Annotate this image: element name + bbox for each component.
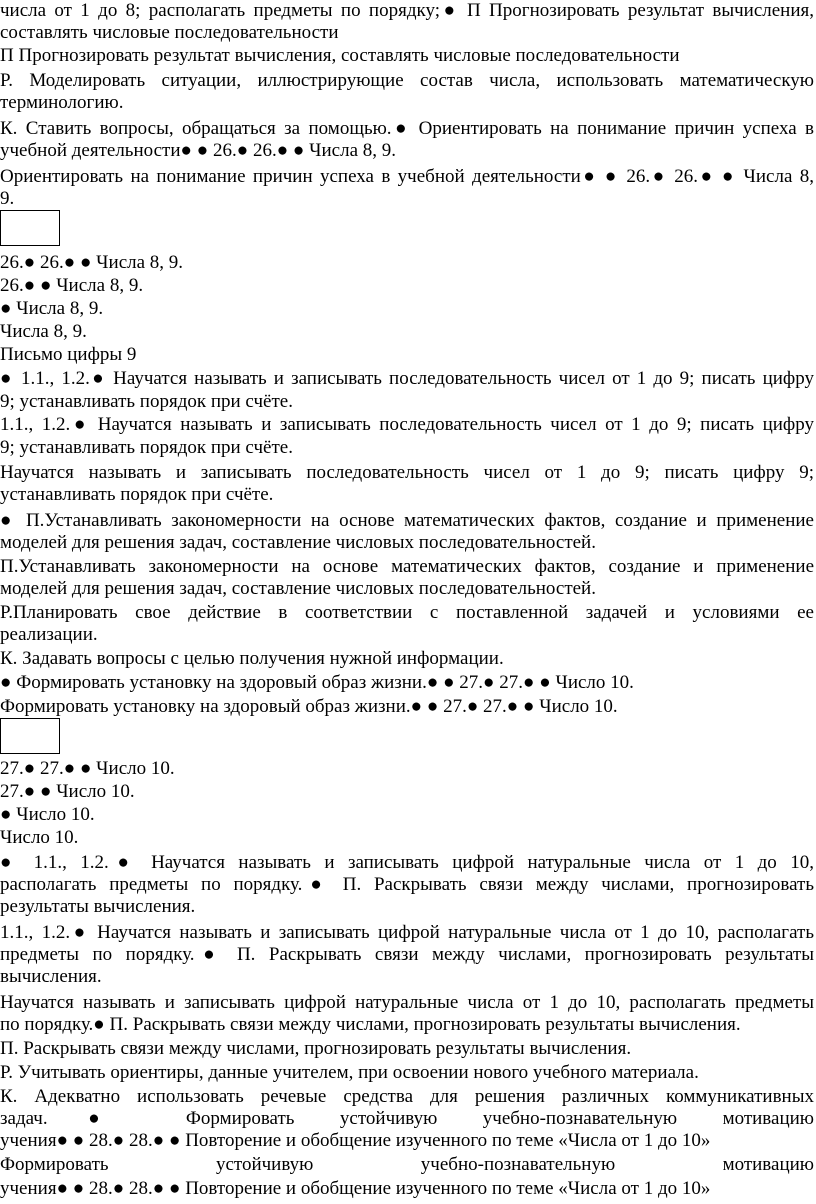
- text-line: ● 1.1., 1.2.● Научатся называть и записывать последовательность чисел от 1 до 9; писать цифру: [0, 368, 814, 389]
- text-line: 1.1., 1.2.● Научатся называть и записывать последовательность чисел от 1 до 9; писать цифру: [0, 414, 814, 435]
- text-line: 26.● ● Числа 8, 9.: [0, 275, 144, 296]
- text-line: 9.: [0, 188, 15, 209]
- text-line: Формировать устойчивую учебно-познавательную мотивацию: [0, 1154, 814, 1175]
- text-line: моделей для решения задач, составление числовых последовательностей.: [0, 532, 596, 553]
- text-line: Ориентировать на понимание причин успеха в учебной деятельности● ● 26.● 26.● ● Числа 8,: [0, 166, 814, 187]
- text-line: устанавливать порядок при счёте.: [0, 484, 274, 505]
- text-line: ● Формировать установку на здоровый образ жизни.● ● 27.● 27.● ● Число 10.: [0, 672, 634, 693]
- text-line: 26.● 26.● ● Числа 8, 9.: [0, 252, 184, 273]
- text-line: Научатся называть и записывать цифрой натуральные числа от 1 до 10, располагать предметы: [0, 992, 814, 1013]
- text-line: результаты вычисления.: [0, 896, 196, 917]
- text-line: ● Числа 8, 9.: [0, 298, 104, 319]
- text-line: Формировать установку на здоровый образ жизни.● ● 27.● 27.● ● Число 10.: [0, 696, 618, 717]
- text-line: П Прогнозировать результат вычисления, составлять числовые последовательности: [0, 45, 680, 66]
- text-line: Письмо цифры 9: [0, 344, 137, 365]
- text-line: Научатся называть и записывать последовательность чисел от 1 до 9; писать цифру 9;: [0, 462, 814, 483]
- text-line: К. Ставить вопросы, обращаться за помощью.● Ориентировать на понимание причин успеха в: [0, 118, 814, 139]
- text-line: 27.● ● Число 10.: [0, 781, 135, 802]
- text-line: ● П.Устанавливать закономерности на основе математических фактов, создание и применение: [0, 510, 814, 531]
- empty-box: [0, 210, 60, 246]
- text-line: моделей для решения задач, составление числовых последовательностей.: [0, 578, 596, 599]
- text-line: учебной деятельности● ● 26.● 26.● ● Числа 8, 9.: [0, 140, 397, 161]
- text-line: реализации.: [0, 624, 98, 645]
- text-line: Р.Планировать свое действие в соответствии с поставленной задачей и условиями ее: [0, 602, 814, 623]
- text-line: К. Задавать вопросы с целью получения нужной информации.: [0, 648, 504, 669]
- text-line: 27.● 27.● ● Число 10.: [0, 758, 175, 779]
- empty-box: [0, 718, 60, 754]
- text-line: Р. Учитывать ориентиры, данные учителем, при освоении нового учебного материала.: [0, 1062, 699, 1083]
- text-line: вычисления.: [0, 966, 102, 987]
- text-line: учения● ● 28.● 28.● ● Повторение и обобщение изученного по теме «Числа от 1 до 10»: [0, 1130, 711, 1151]
- text-line: К. Адекватно использовать речевые средства для решения различных коммуникативных: [0, 1086, 814, 1107]
- text-line: располагать предметы по порядку.● П. Раскрывать связи между числами, прогнозировать: [0, 874, 814, 895]
- text-line: Числа 8, 9.: [0, 321, 87, 342]
- text-line: задач.● Формировать устойчивую учебно-познавательную мотивацию: [0, 1108, 814, 1129]
- text-line: ● 1.1., 1.2.● Научатся называть и записывать цифрой натуральные числа от 1 до 10,: [0, 852, 814, 873]
- text-line: П. Раскрывать связи между числами, прогнозировать результаты вычисления.: [0, 1038, 632, 1059]
- text-line: учения● ● 28.● 28.● ● Повторение и обобщение изученного по теме «Числа от 1 до 10»: [0, 1178, 711, 1199]
- text-line: Число 10.: [0, 827, 79, 848]
- text-line: терминологию.: [0, 92, 124, 113]
- text-line: Р. Моделировать ситуации, иллюстрирующие состав числа, использовать математическую: [0, 70, 814, 91]
- text-line: П.Устанавливать закономерности на основе математических фактов, создание и применение: [0, 556, 814, 577]
- text-line: 9; устанавливать порядок при счёте.: [0, 391, 293, 412]
- text-line: числа от 1 до 8; располагать предметы по порядку;● П Прогнозировать результат вычисления,: [0, 0, 814, 21]
- text-line: 1.1., 1.2.● Научатся называть и записывать цифрой натуральные числа от 1 до 10, располагать: [0, 922, 814, 943]
- text-line: предметы по порядку.● П. Раскрывать связи между числами, прогнозировать результаты: [0, 944, 814, 965]
- text-line: 9; устанавливать порядок при счёте.: [0, 437, 293, 458]
- text-line: по порядку.● П. Раскрывать связи между числами, прогнозировать результаты вычисления.: [0, 1014, 741, 1035]
- text-line: составлять числовые последовательности: [0, 22, 339, 43]
- text-line: ● Число 10.: [0, 804, 95, 825]
